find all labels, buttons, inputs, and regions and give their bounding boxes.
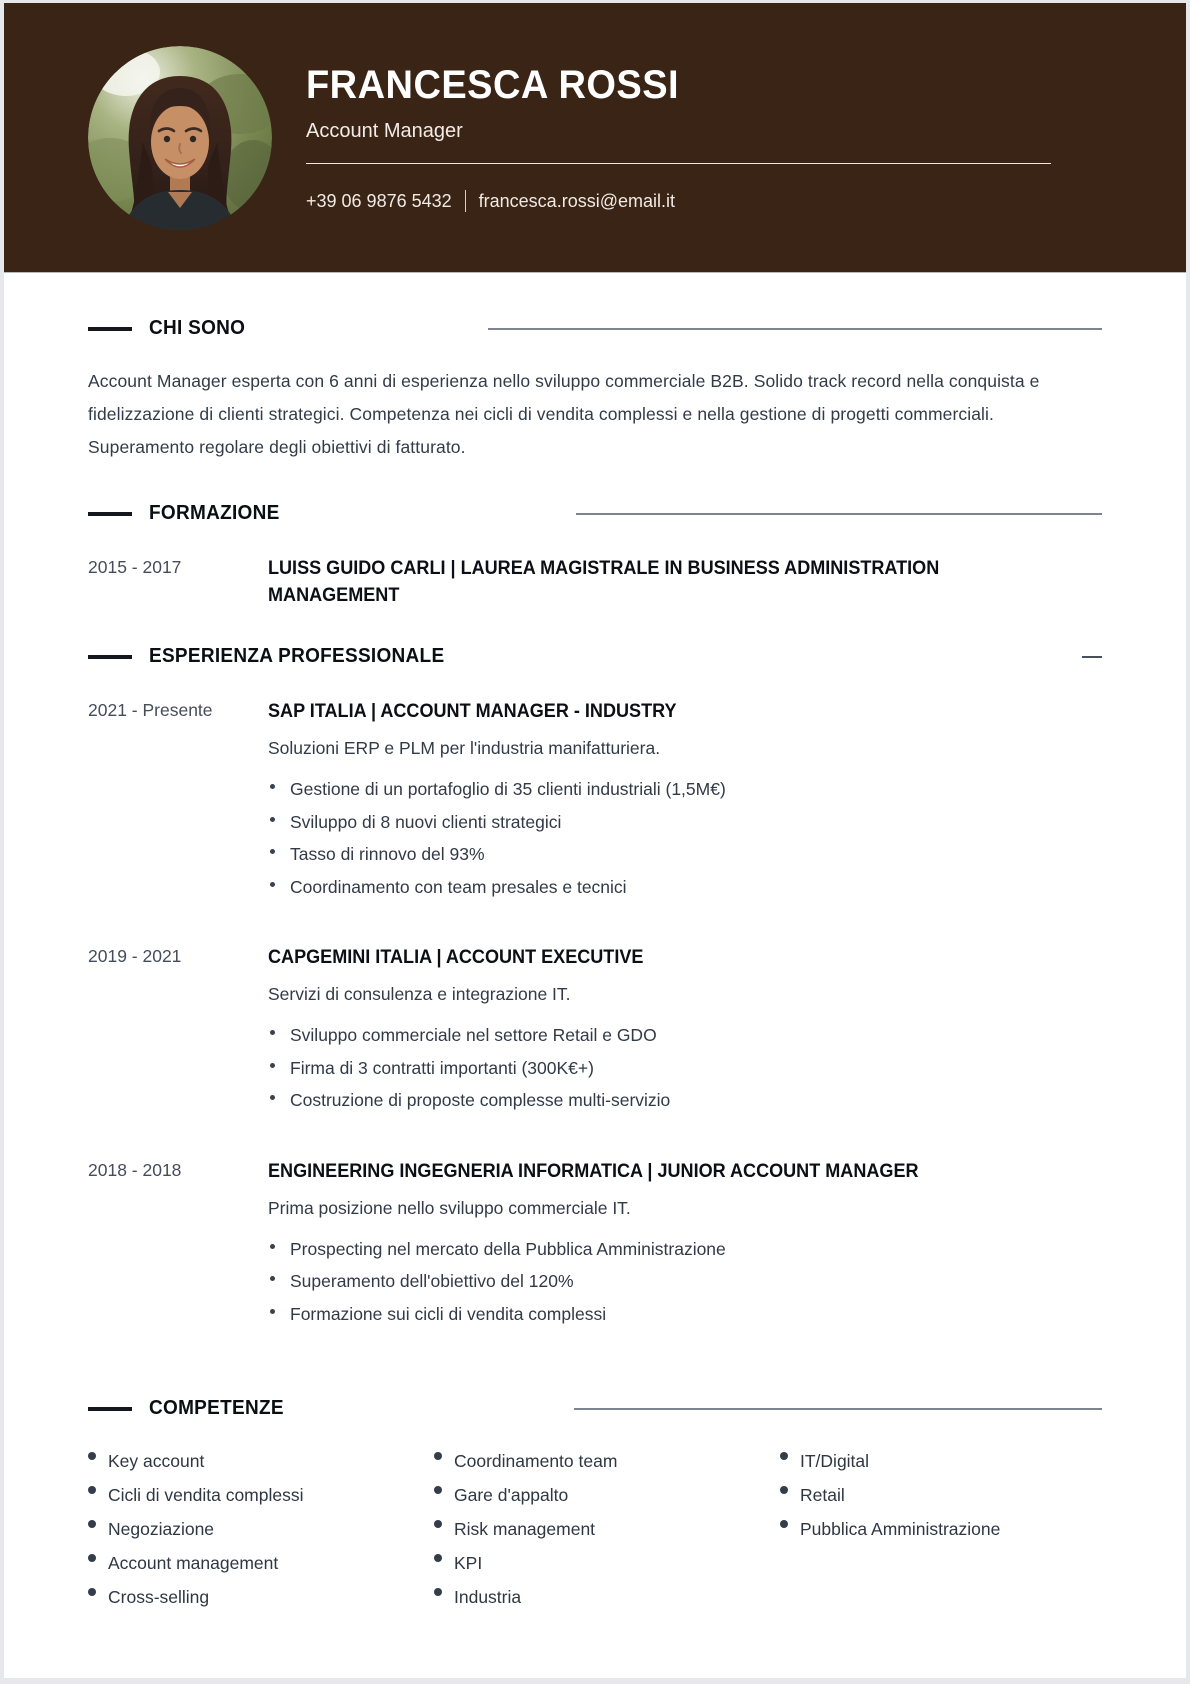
experience-bullet <box>268 1303 1102 1326</box>
bullet-dot-icon <box>780 1486 788 1494</box>
skill-label: Pubblica Amministrazione <box>800 1519 1001 1539</box>
experience-bullet-text: Tasso di rinnovo del 93% <box>290 844 485 864</box>
bullet-dot-icon <box>88 1452 96 1460</box>
resume-body <box>4 317 1186 1622</box>
person-name: FRANCESCA ROSSI <box>306 63 680 107</box>
skill-item <box>780 1452 1102 1470</box>
skill-item <box>88 1486 434 1504</box>
experience-description: Prima posizione nello sviluppo commerciale IT. <box>268 1197 631 1218</box>
experience-period: 2019 - 2021 <box>88 946 182 966</box>
skill-item <box>434 1554 780 1572</box>
experience-period: 2018 - 2018 <box>88 1159 182 1180</box>
section-rule <box>488 328 1102 330</box>
bullet-dot-icon <box>88 1554 96 1562</box>
skill-label: Gare d'appalto <box>454 1485 569 1505</box>
experience-bullet <box>268 1024 1102 1047</box>
experience-job-title: CAPGEMINI ITALIA | ACCOUNT EXECUTIVE <box>268 947 644 968</box>
section-education-header <box>88 502 1102 525</box>
skills-column <box>780 1452 1102 1622</box>
bullet-dot-icon <box>780 1520 788 1528</box>
bullet-dot-icon <box>88 1520 96 1528</box>
skill-label: KPI <box>454 1553 483 1573</box>
bullet-dot-icon <box>434 1486 442 1494</box>
bullet-dot-icon <box>270 1030 275 1035</box>
bullet-dot-icon <box>270 1095 275 1100</box>
header-divider <box>306 163 1051 164</box>
phone-number: +39 06 9876 5432 <box>306 190 452 211</box>
experience-entry <box>88 1158 1102 1336</box>
experience-bullet-text: Coordinamento con team presales e tecnici <box>290 876 627 897</box>
experience-bullet-list <box>268 778 1102 898</box>
education-degree-title: LUISS GUIDO CARLI | LAUREA MAGISTRALE IN BUSINESS ADMINISTRATION MANAGEMENT <box>268 558 940 606</box>
skill-label: Cross-selling <box>108 1587 210 1607</box>
email-address: francesca.rossi@email.it <box>478 190 675 211</box>
education-entry <box>88 555 1102 609</box>
education-period: 2015 - 2017 <box>88 557 182 577</box>
skill-item <box>88 1554 434 1572</box>
skill-item <box>88 1520 434 1538</box>
experience-bullet <box>268 1089 1102 1112</box>
header-banner <box>4 3 1186 273</box>
skill-item <box>434 1486 780 1504</box>
section-skills-header <box>88 1397 1102 1420</box>
experience-job-title: ENGINEERING INGEGNERIA INFORMATICA | JUNIOR ACCOUNT MANAGER <box>268 1160 919 1182</box>
skill-label: Retail <box>800 1485 845 1505</box>
experience-bullet <box>268 778 1102 801</box>
section-experience-header <box>88 645 1102 668</box>
section-skills-title: COMPETENZE <box>149 1397 284 1419</box>
experience-period: 2021 - Presente <box>88 700 213 720</box>
skill-label: Account management <box>108 1553 279 1573</box>
skill-item <box>434 1588 780 1606</box>
bullet-dot-icon <box>270 1309 275 1314</box>
section-dash <box>88 655 132 659</box>
section-about-title: CHI SONO <box>149 317 246 339</box>
skill-label: Industria <box>454 1587 522 1607</box>
experience-entry <box>88 698 1102 908</box>
section-dash <box>88 512 132 516</box>
section-dash <box>88 327 132 331</box>
bullet-dot-icon <box>270 1276 275 1281</box>
skills-column <box>88 1452 434 1622</box>
skill-label: Risk management <box>454 1519 596 1539</box>
skill-label: Key account <box>108 1451 205 1471</box>
skill-item <box>88 1452 434 1470</box>
bullet-dot-icon <box>434 1588 442 1596</box>
bullet-dot-icon <box>270 882 275 887</box>
skill-item <box>88 1588 434 1606</box>
experience-description: Servizi di consulenza e integrazione IT. <box>268 984 571 1004</box>
section-rule <box>574 1408 1102 1410</box>
bullet-dot-icon <box>434 1554 442 1562</box>
skill-label: Cicli di vendita complessi <box>108 1485 304 1505</box>
skill-item <box>780 1486 1102 1504</box>
bullet-dot-icon <box>88 1588 96 1596</box>
experience-bullet-text: Prospecting nel mercato della Pubblica Amministrazione <box>290 1238 726 1259</box>
experience-entry <box>88 944 1102 1122</box>
section-dash <box>88 1407 132 1411</box>
contact-separator <box>465 190 466 212</box>
about-paragraph: Account Manager esperta con 6 anni di esperienza nello sviluppo commerciale B2B. Solido track record nella conquista e fidelizzazione di clienti strategici. Competenza nei cicli di vendita complessi e nella gestione di progetti commerciali. Superamento regolare degli obiettivi di fatturato. <box>88 371 1040 457</box>
skill-item <box>434 1520 780 1538</box>
skills-column <box>434 1452 780 1622</box>
experience-bullet-text: Formazione sui cicli di vendita complessi <box>290 1303 607 1324</box>
section-about <box>88 317 1102 464</box>
resume-page <box>4 3 1186 1678</box>
bullet-dot-icon <box>270 817 275 822</box>
section-education-title: FORMAZIONE <box>149 502 280 524</box>
experience-bullet <box>268 843 1102 866</box>
avatar <box>88 46 272 230</box>
bullet-dot-icon <box>88 1486 96 1494</box>
bullet-dot-icon <box>270 849 275 854</box>
experience-bullet-list <box>268 1238 1102 1326</box>
section-education <box>88 502 1102 609</box>
experience-bullet-text: Sviluppo di 8 nuovi clienti strategici <box>290 811 562 832</box>
person-job-title: Account Manager <box>306 120 463 142</box>
experience-bullet <box>268 1238 1102 1261</box>
experience-description: Soluzioni ERP e PLM per l'industria manifatturiera. <box>268 738 661 758</box>
section-experience-title: ESPERIENZA PROFESSIONALE <box>149 645 445 667</box>
section-rule <box>576 513 1102 515</box>
avatar-photo <box>88 46 272 230</box>
experience-bullet-text: Gestione di un portafoglio di 35 clienti industriali (1,5M€) <box>290 779 726 799</box>
skill-label: Negoziazione <box>108 1519 215 1539</box>
bullet-dot-icon <box>434 1520 442 1528</box>
experience-bullet-text: Superamento dell'obiettivo del 120% <box>290 1271 574 1291</box>
bullet-dot-icon <box>270 784 275 789</box>
skill-label: IT/Digital <box>800 1451 870 1471</box>
bullet-dot-icon <box>270 1244 275 1249</box>
experience-job-title: SAP ITALIA | ACCOUNT MANAGER - INDUSTRY <box>268 701 677 722</box>
skill-item <box>434 1452 780 1470</box>
bullet-dot-icon <box>434 1452 442 1460</box>
section-collapse-dash <box>1082 656 1102 658</box>
skill-item <box>780 1520 1102 1538</box>
bullet-dot-icon <box>270 1063 275 1068</box>
experience-bullet <box>268 876 1102 899</box>
experience-bullet-list <box>268 1024 1102 1112</box>
experience-bullet-text: Costruzione di proposte complesse multi-servizio <box>290 1090 671 1110</box>
section-about-header <box>88 317 1102 340</box>
experience-bullet <box>268 811 1102 834</box>
experience-bullet-text: Sviluppo commerciale nel settore Retail e GDO <box>290 1025 657 1045</box>
skills-grid <box>88 1452 1102 1622</box>
experience-bullet-text: Firma di 3 contratti importanti (300K€+) <box>290 1057 594 1078</box>
bullet-dot-icon <box>780 1452 788 1460</box>
section-skills <box>88 1397 1102 1622</box>
experience-bullet <box>268 1270 1102 1293</box>
skill-label: Coordinamento team <box>454 1451 618 1471</box>
contact-info <box>306 190 1051 212</box>
section-experience <box>88 645 1102 1335</box>
experience-bullet <box>268 1057 1102 1080</box>
